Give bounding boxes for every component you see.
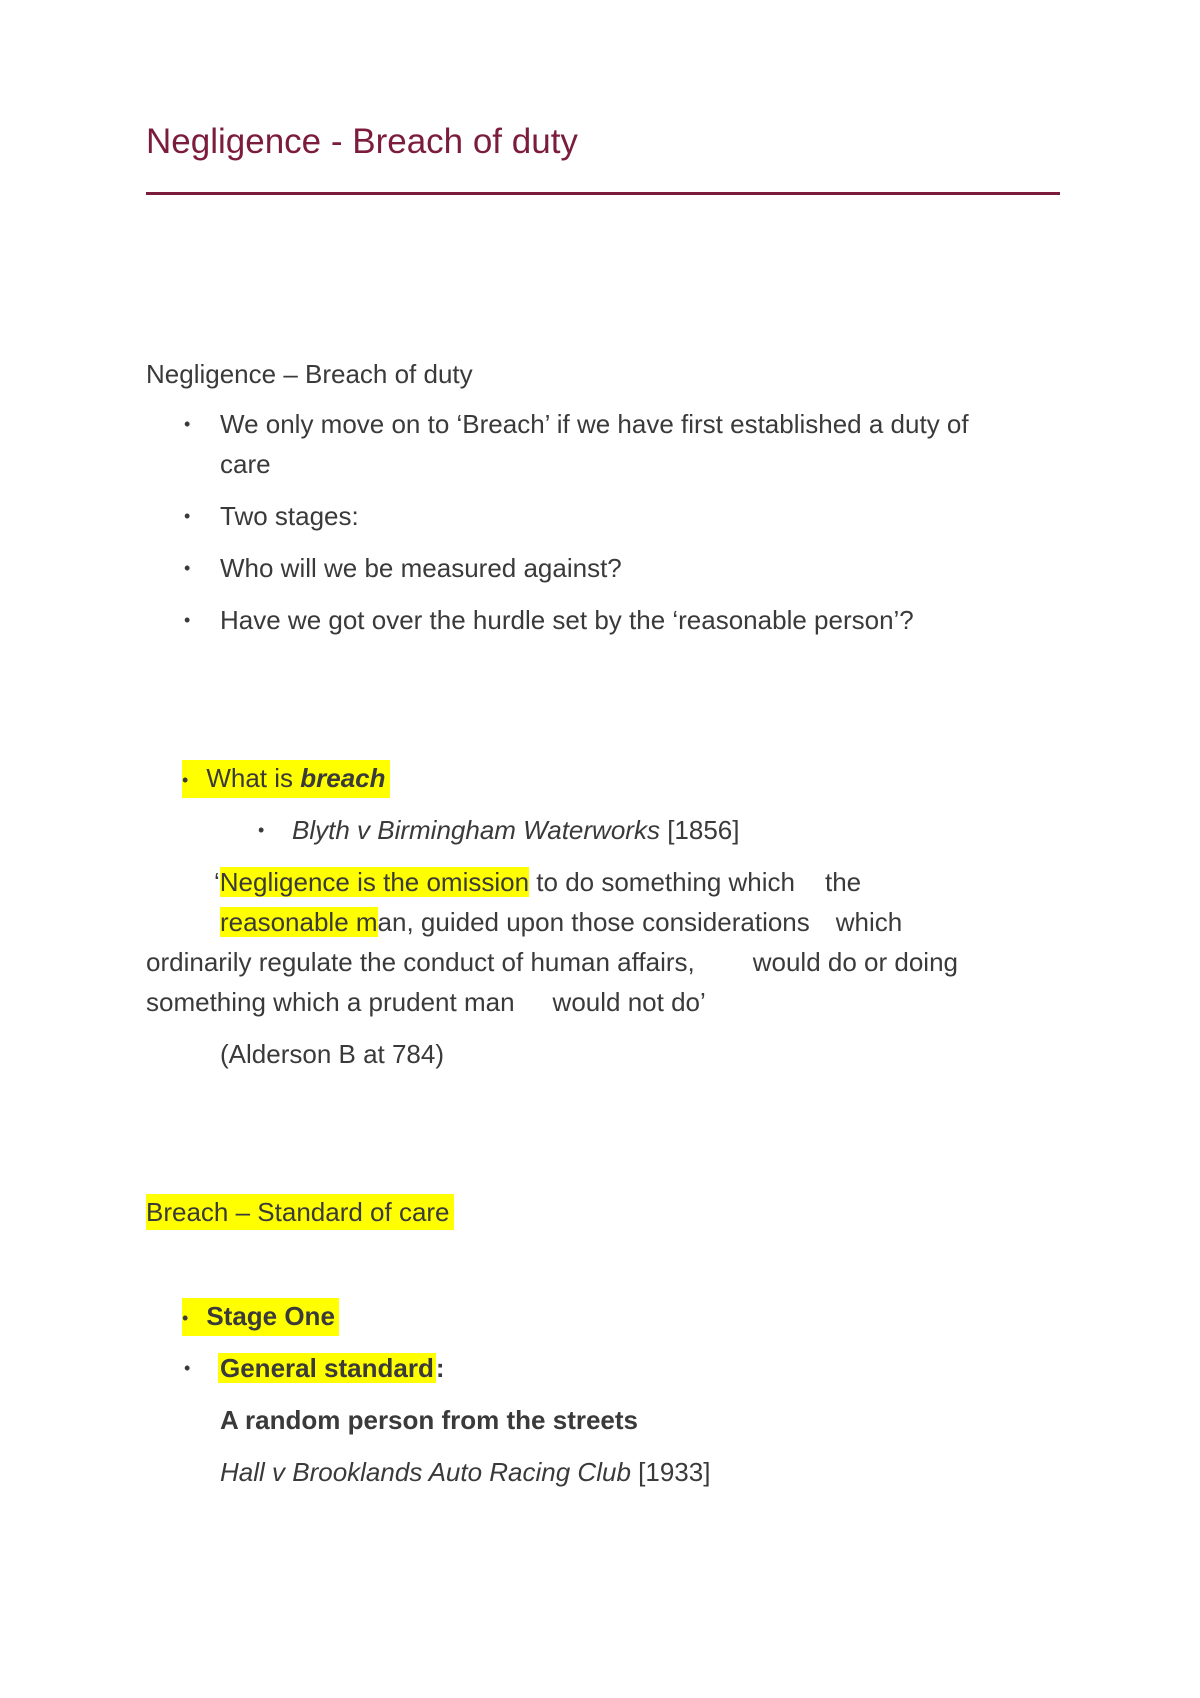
list-item-text: What is — [206, 763, 301, 793]
bullet-icon: • — [184, 610, 191, 630]
quote-text: an, guided upon those considerations — [377, 907, 810, 937]
highlighted-phrase: reasonable m — [220, 907, 378, 937]
quote-line-2 — [220, 904, 902, 940]
list-item-continuation: care — [220, 449, 271, 479]
case-year: [1856] — [667, 815, 740, 845]
highlighted-list-item — [182, 760, 390, 798]
bullet-icon: • — [182, 770, 189, 791]
bullet-icon: • — [184, 506, 191, 526]
list-item: Have we got over the hurdle set by the ‘reasonable person’? — [220, 605, 914, 635]
bullet-icon: • — [184, 414, 191, 434]
quote-text: to do something which — [529, 867, 795, 897]
bullet-icon: • — [258, 820, 265, 840]
emphasis-text: breach — [300, 763, 386, 793]
case-year: [1933] — [638, 1457, 711, 1487]
case-citation — [220, 1454, 710, 1490]
general-standard-label: General standard — [220, 1353, 434, 1383]
list-item: Two stages: — [220, 501, 359, 531]
highlighted-list-item — [182, 1298, 339, 1336]
quote-text: which — [835, 907, 903, 937]
bullet-icon: • — [184, 1358, 191, 1378]
case-name: Blyth v Birmingham Waterworks — [292, 815, 660, 845]
stage-label: Stage One — [206, 1301, 335, 1331]
quote-text: ordinarily regulate the conduct of human affairs, — [146, 947, 695, 977]
case-citation — [292, 812, 739, 848]
quote-line-4 — [146, 984, 706, 1020]
quote-open-mark: ‘ — [214, 867, 220, 897]
bullet-icon: • — [182, 1308, 189, 1329]
list-item: We only move on to ‘Breach’ if we have first established a duty of — [220, 409, 969, 439]
title-divider — [146, 192, 1060, 195]
list-item — [218, 1350, 445, 1386]
quote-text: something which a prudent man — [146, 987, 515, 1017]
section-heading: Negligence – Breach of duty — [146, 359, 473, 389]
quote-line-1 — [214, 864, 861, 900]
case-name: Hall v Brooklands Auto Racing Club — [220, 1457, 631, 1487]
document-title: Negligence - Breach of duty — [146, 122, 578, 161]
quote-attribution: (Alderson B at 784) — [220, 1039, 445, 1069]
quote-text: would do or doing — [752, 947, 958, 977]
quote-text: would not do’ — [552, 987, 706, 1017]
section-heading-highlighted: Breach – Standard of care — [146, 1194, 454, 1230]
random-person-text: A random person from the streets — [220, 1405, 639, 1435]
colon: : — [435, 1353, 445, 1383]
highlighted-phrase: Negligence is the omission — [219, 867, 530, 897]
quote-text: the — [825, 867, 862, 897]
quote-line-3 — [146, 944, 958, 980]
list-item: Who will we be measured against? — [220, 553, 622, 583]
bullet-icon: • — [184, 558, 191, 578]
